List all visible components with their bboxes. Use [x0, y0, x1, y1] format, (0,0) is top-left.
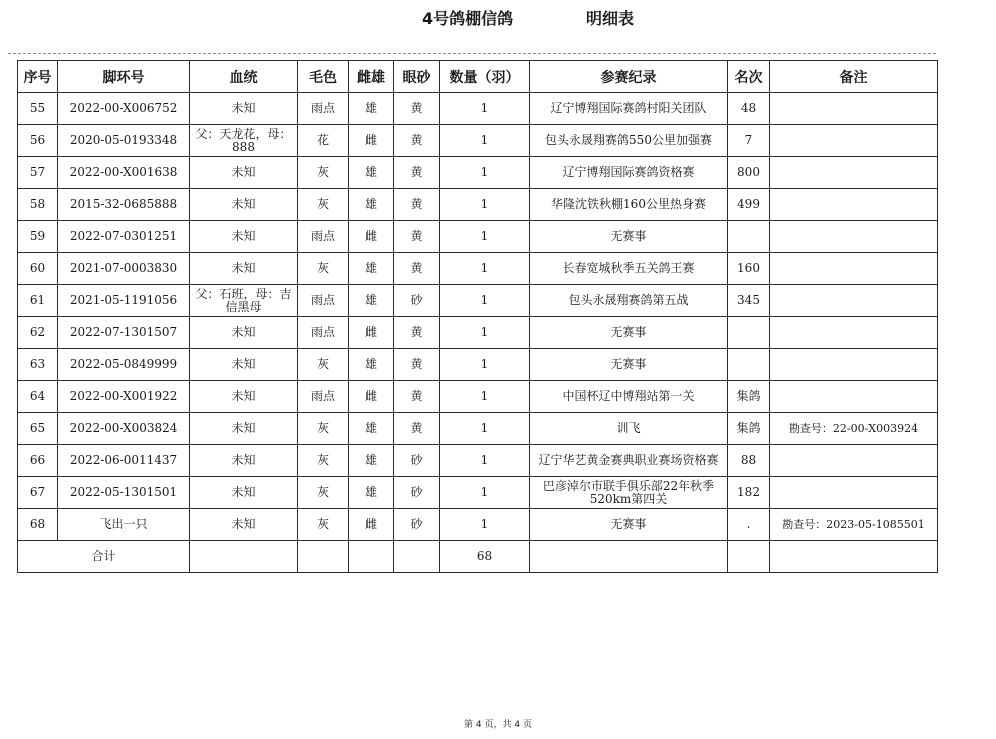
ring-number-cell: 2022-00-X006752 [58, 93, 190, 125]
serial-cell: 61 [18, 285, 58, 317]
table-row [18, 93, 938, 125]
remark-cell: 勘查号：22-00-X003924 [770, 413, 938, 445]
sex-cell: 雄 [349, 477, 394, 509]
feather-color-cell: 雨点 [298, 93, 349, 125]
rank-cell: 800 [728, 157, 770, 189]
serial-cell: 66 [18, 445, 58, 477]
race-record-cell: 无赛事 [530, 317, 728, 349]
serial-cell: 56 [18, 125, 58, 157]
eye-sign-cell: 黄 [394, 93, 440, 125]
remark-cell [770, 125, 938, 157]
rank-cell: 集鸽 [728, 381, 770, 413]
ring-number-cell: 2022-05-0849999 [58, 349, 190, 381]
feather-color-cell: 灰 [298, 189, 349, 221]
lineage-cell: 未知 [190, 317, 298, 349]
sex-cell: 雌 [349, 317, 394, 349]
table-cell [530, 541, 728, 573]
serial-cell: 64 [18, 381, 58, 413]
feather-color-cell: 雨点 [298, 221, 349, 253]
serial-cell: 55 [18, 93, 58, 125]
lineage-cell: 未知 [190, 253, 298, 285]
quantity-cell: 1 [440, 189, 530, 221]
remark-cell [770, 349, 938, 381]
table-row [18, 445, 938, 477]
pigeon-detail-table [17, 60, 938, 573]
feather-color-cell: 灰 [298, 413, 349, 445]
rank-cell [728, 221, 770, 253]
ring-number-cell: 2022-00-X001922 [58, 381, 190, 413]
table-row [18, 285, 938, 317]
remark-cell [770, 221, 938, 253]
table-cell [394, 541, 440, 573]
quantity-cell: 1 [440, 285, 530, 317]
race-record-cell: 无赛事 [530, 349, 728, 381]
header-cell: 序号 [18, 61, 58, 93]
race-record-cell: 长春宽城秋季五关鸽王赛 [530, 253, 728, 285]
sex-cell: 雄 [349, 189, 394, 221]
lineage-cell: 未知 [190, 413, 298, 445]
lineage-cell: 父：天龙花，母：888 [190, 125, 298, 157]
header-cell: 毛色 [298, 61, 349, 93]
ring-number-cell: 2022-07-0301251 [58, 221, 190, 253]
feather-color-cell: 灰 [298, 349, 349, 381]
table-row [18, 157, 938, 189]
feather-color-cell: 雨点 [298, 381, 349, 413]
ring-number-cell: 飞出一只 [58, 509, 190, 541]
table-row [18, 413, 938, 445]
eye-sign-cell: 砂 [394, 445, 440, 477]
table-row [18, 189, 938, 221]
ring-number-cell: 2022-05-1301501 [58, 477, 190, 509]
sex-cell: 雄 [349, 157, 394, 189]
title-part-1: 4号鸽棚信鸽 [422, 9, 514, 28]
rank-cell: 160 [728, 253, 770, 285]
total-quantity: 68 [440, 541, 530, 573]
top-divider [8, 53, 936, 54]
sex-cell: 雄 [349, 445, 394, 477]
quantity-cell: 1 [440, 413, 530, 445]
eye-sign-cell: 黄 [394, 317, 440, 349]
rank-cell [728, 349, 770, 381]
quantity-cell: 1 [440, 477, 530, 509]
lineage-cell: 未知 [190, 381, 298, 413]
eye-sign-cell: 砂 [394, 285, 440, 317]
rank-cell: 48 [728, 93, 770, 125]
table-row [18, 509, 938, 541]
header-cell: 脚环号 [58, 61, 190, 93]
serial-cell: 65 [18, 413, 58, 445]
sex-cell: 雌 [349, 381, 394, 413]
eye-sign-cell: 黄 [394, 413, 440, 445]
remark-cell [770, 317, 938, 349]
ring-number-cell: 2022-00-X003824 [58, 413, 190, 445]
remark-cell [770, 253, 938, 285]
table-cell [770, 541, 938, 573]
feather-color-cell: 雨点 [298, 317, 349, 349]
sex-cell: 雄 [349, 93, 394, 125]
sex-cell: 雄 [349, 349, 394, 381]
rank-cell: 88 [728, 445, 770, 477]
table-row [18, 477, 938, 509]
lineage-cell: 未知 [190, 157, 298, 189]
remark-cell [770, 445, 938, 477]
race-record-cell: 辽宁博翔国际赛鸽村阳关团队 [530, 93, 728, 125]
quantity-cell: 1 [440, 349, 530, 381]
table-row [18, 349, 938, 381]
remark-cell [770, 477, 938, 509]
quantity-cell: 1 [440, 221, 530, 253]
rank-cell: 182 [728, 477, 770, 509]
lineage-cell: 未知 [190, 477, 298, 509]
eye-sign-cell: 黄 [394, 189, 440, 221]
lineage-cell: 未知 [190, 445, 298, 477]
eye-sign-cell: 黄 [394, 381, 440, 413]
remark-cell [770, 285, 938, 317]
ring-number-cell: 2022-07-1301507 [58, 317, 190, 349]
rank-cell: 499 [728, 189, 770, 221]
ring-number-cell: 2021-07-0003830 [58, 253, 190, 285]
sex-cell: 雄 [349, 253, 394, 285]
race-record-cell: 华隆沈铁秋棚160公里热身赛 [530, 189, 728, 221]
serial-cell: 68 [18, 509, 58, 541]
remark-cell [770, 157, 938, 189]
header-cell: 血统 [190, 61, 298, 93]
feather-color-cell: 灰 [298, 509, 349, 541]
table-row [18, 253, 938, 285]
sex-cell: 雄 [349, 285, 394, 317]
rank-cell: 集鸽 [728, 413, 770, 445]
race-record-cell: 中国杯辽中博翔站第一关 [530, 381, 728, 413]
header-cell: 数量（羽） [440, 61, 530, 93]
header-row [18, 61, 938, 93]
rank-cell: 7 [728, 125, 770, 157]
lineage-cell: 未知 [190, 221, 298, 253]
table-cell [190, 541, 298, 573]
total-row [18, 541, 938, 573]
feather-color-cell: 灰 [298, 157, 349, 189]
table-row [18, 381, 938, 413]
eye-sign-cell: 黄 [394, 253, 440, 285]
serial-cell: 67 [18, 477, 58, 509]
header-cell: 名次 [728, 61, 770, 93]
lineage-cell: 未知 [190, 189, 298, 221]
rank-cell: 345 [728, 285, 770, 317]
eye-sign-cell: 黄 [394, 125, 440, 157]
eye-sign-cell: 砂 [394, 509, 440, 541]
quantity-cell: 1 [440, 445, 530, 477]
header-cell: 参赛纪录 [530, 61, 728, 93]
race-record-cell: 无赛事 [530, 221, 728, 253]
serial-cell: 63 [18, 349, 58, 381]
remark-cell [770, 381, 938, 413]
race-record-cell: 辽宁华艺黄金赛典职业赛场资格赛 [530, 445, 728, 477]
rank-cell: . [728, 509, 770, 541]
ring-number-cell: 2020-05-0193348 [58, 125, 190, 157]
table-body [18, 93, 938, 541]
feather-color-cell: 灰 [298, 445, 349, 477]
ring-number-cell: 2015-32-0685888 [58, 189, 190, 221]
race-record-cell: 辽宁博翔国际赛鸽资格赛 [530, 157, 728, 189]
sex-cell: 雌 [349, 509, 394, 541]
quantity-cell: 1 [440, 93, 530, 125]
sex-cell: 雄 [349, 413, 394, 445]
sex-cell: 雌 [349, 221, 394, 253]
race-record-cell: 巴彦淖尔市联手俱乐部22年秋季520km第四关 [530, 477, 728, 509]
header-cell: 雌雄 [349, 61, 394, 93]
race-record-cell: 训飞 [530, 413, 728, 445]
remark-cell: 勘查号：2023-05-1085501 [770, 509, 938, 541]
header-cell: 眼砂 [394, 61, 440, 93]
document-title [0, 6, 996, 28]
table-cell [349, 541, 394, 573]
race-record-cell: 包头永晟翔赛鸽550公里加强赛 [530, 125, 728, 157]
table-row [18, 317, 938, 349]
feather-color-cell: 灰 [298, 253, 349, 285]
race-record-cell: 无赛事 [530, 509, 728, 541]
serial-cell: 57 [18, 157, 58, 189]
quantity-cell: 1 [440, 381, 530, 413]
remark-cell [770, 189, 938, 221]
feather-color-cell: 雨点 [298, 285, 349, 317]
table-cell [728, 541, 770, 573]
title-part-2: 明细表 [586, 9, 635, 28]
serial-cell: 58 [18, 189, 58, 221]
table-row [18, 125, 938, 157]
ring-number-cell: 2022-06-0011437 [58, 445, 190, 477]
eye-sign-cell: 黄 [394, 221, 440, 253]
feather-color-cell: 灰 [298, 477, 349, 509]
lineage-cell: 未知 [190, 93, 298, 125]
ring-number-cell: 2022-00-X001638 [58, 157, 190, 189]
lineage-cell: 父：石班，母：吉信黑母 [190, 285, 298, 317]
ring-number-cell: 2021-05-1191056 [58, 285, 190, 317]
eye-sign-cell: 砂 [394, 477, 440, 509]
lineage-cell: 未知 [190, 509, 298, 541]
lineage-cell: 未知 [190, 349, 298, 381]
serial-cell: 60 [18, 253, 58, 285]
serial-cell: 62 [18, 317, 58, 349]
quantity-cell: 1 [440, 317, 530, 349]
remark-cell [770, 93, 938, 125]
quantity-cell: 1 [440, 157, 530, 189]
race-record-cell: 包头永晟翔赛鸽第五战 [530, 285, 728, 317]
total-label: 合计 [18, 541, 190, 573]
eye-sign-cell: 黄 [394, 157, 440, 189]
rank-cell [728, 317, 770, 349]
serial-cell: 59 [18, 221, 58, 253]
quantity-cell: 1 [440, 253, 530, 285]
header-cell: 备注 [770, 61, 938, 93]
page-footer: 第 4 页，共 4 页 [464, 720, 532, 730]
sex-cell: 雌 [349, 125, 394, 157]
quantity-cell: 1 [440, 509, 530, 541]
eye-sign-cell: 黄 [394, 349, 440, 381]
quantity-cell: 1 [440, 125, 530, 157]
table-row [18, 221, 938, 253]
table-cell [298, 541, 349, 573]
feather-color-cell: 花 [298, 125, 349, 157]
